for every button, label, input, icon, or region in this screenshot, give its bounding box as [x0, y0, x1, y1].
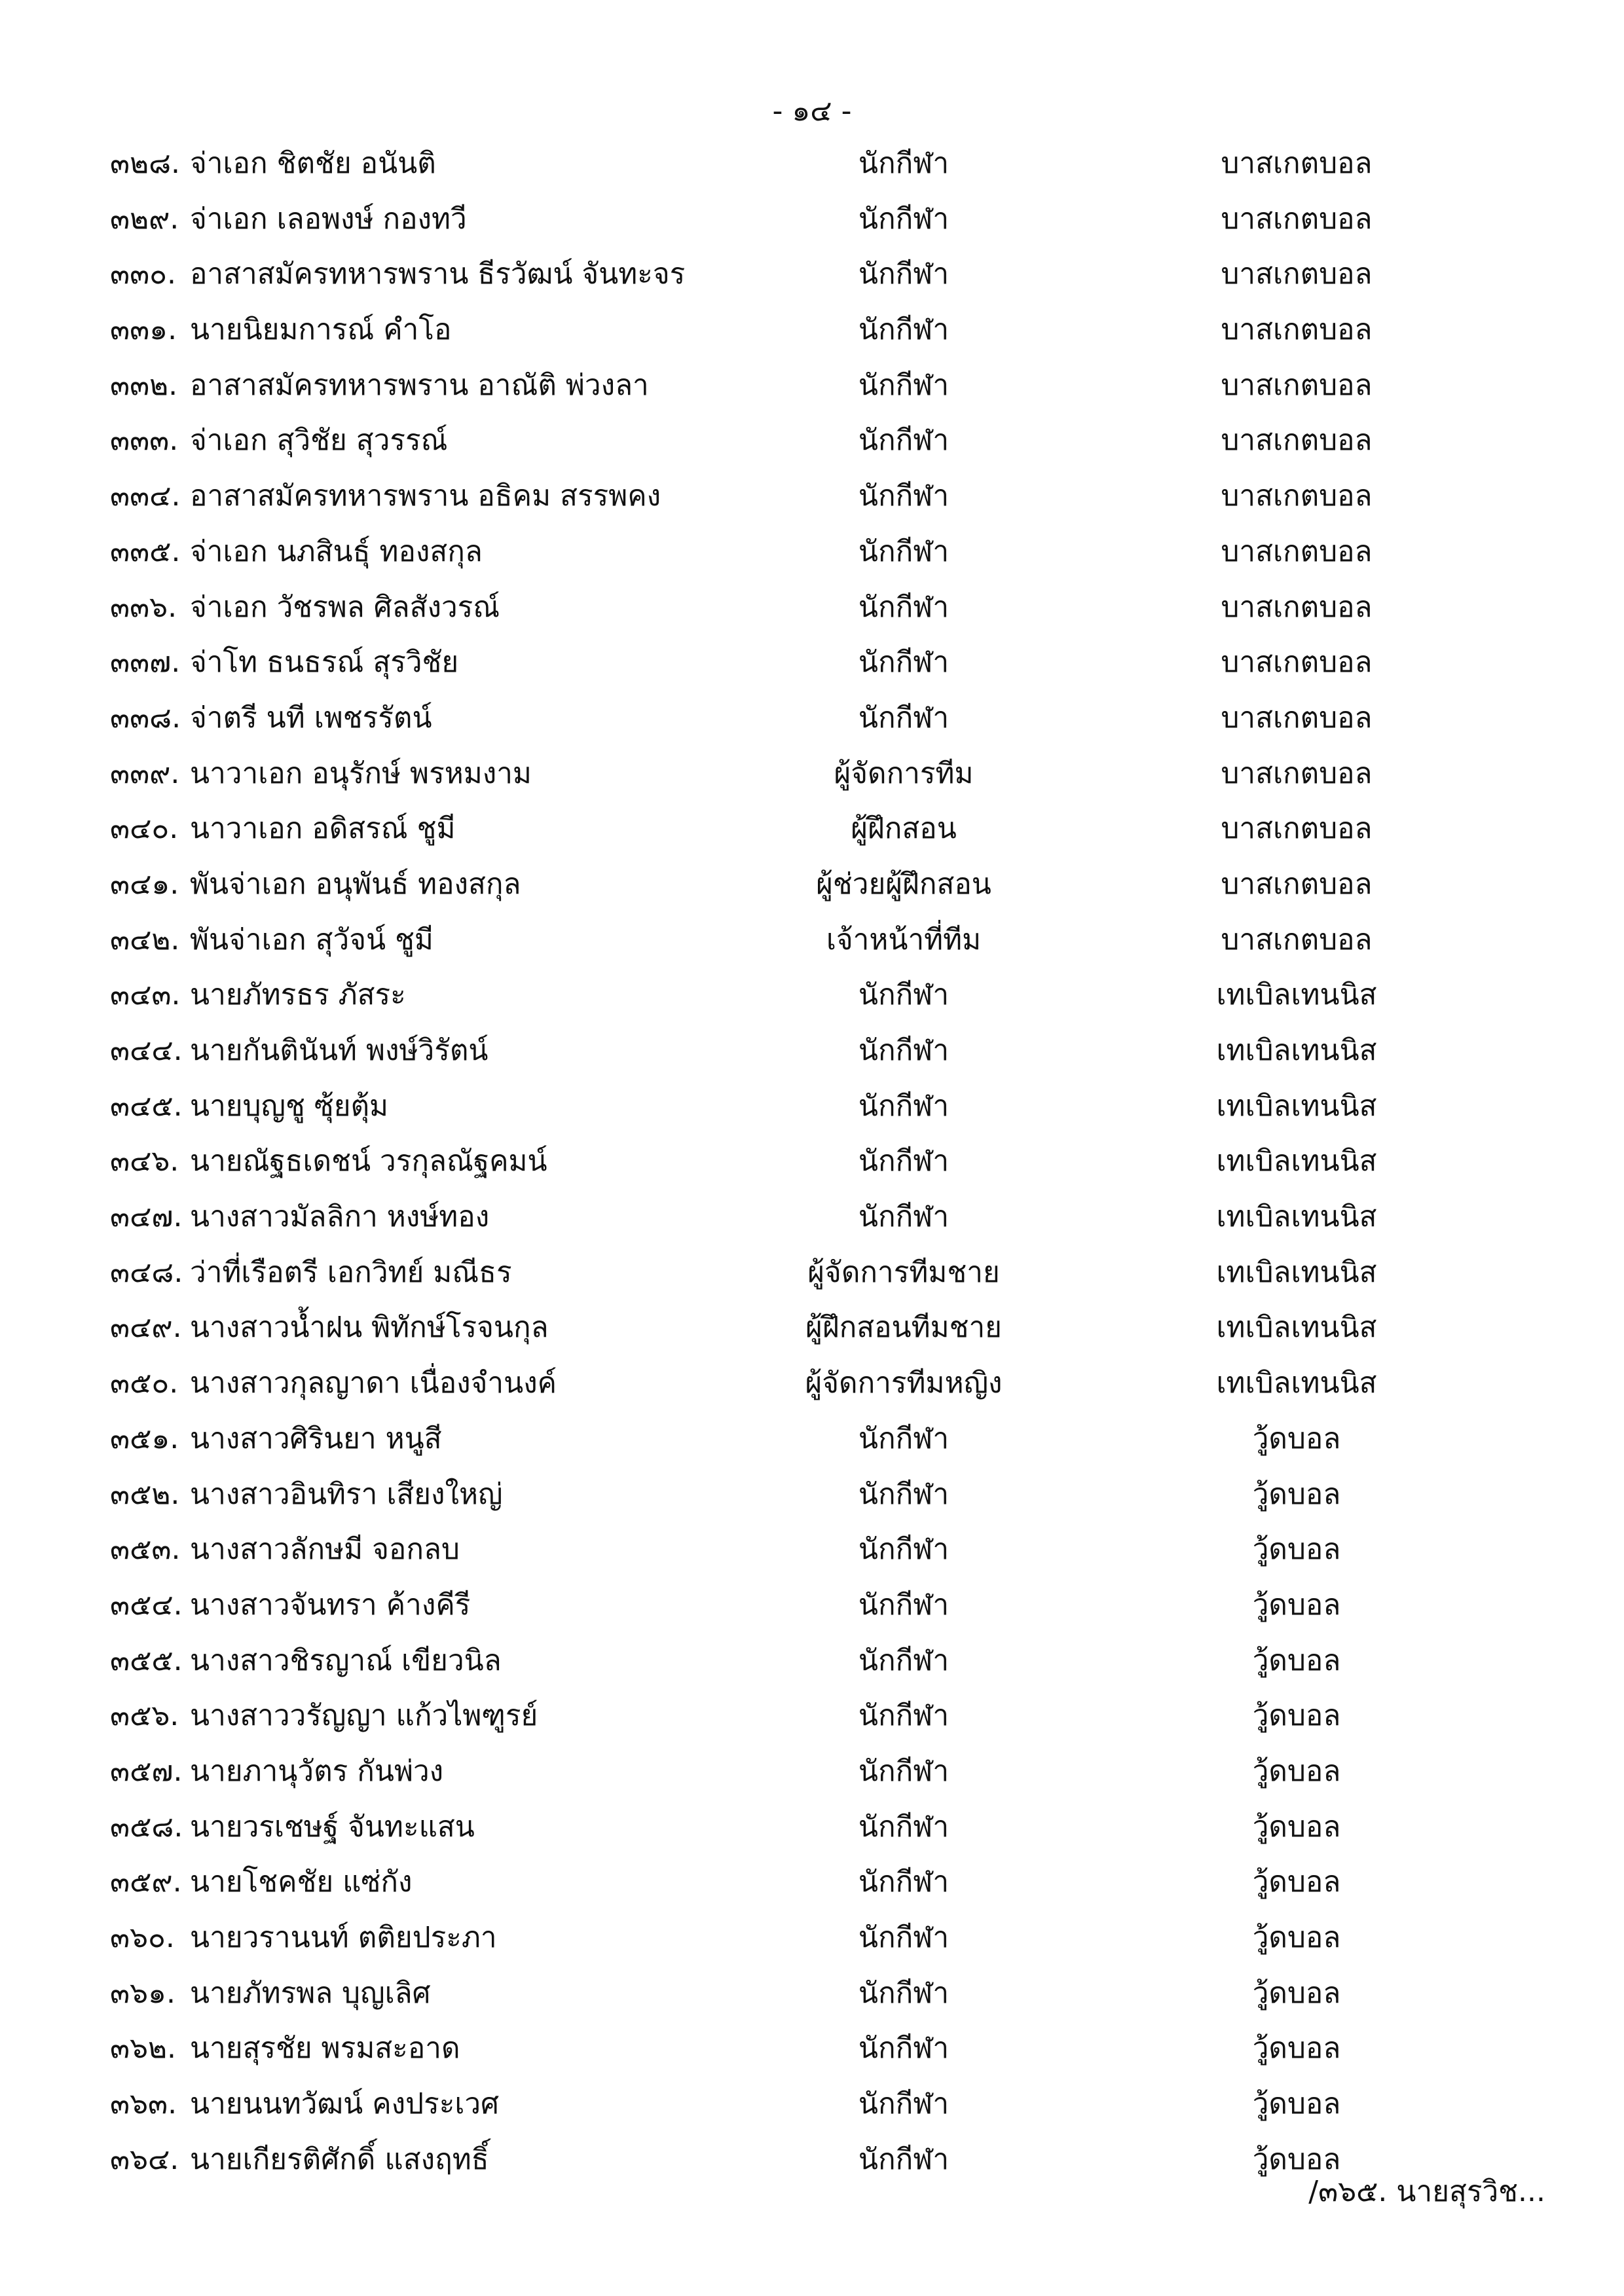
sport-name: บาสเกตบอล — [1221, 590, 1373, 624]
list-item — [0, 865, 1624, 920]
entry-number: ๓๔๔. — [110, 1034, 183, 1067]
sport-name: วู้ดบอล — [1252, 1865, 1341, 1899]
list-item — [0, 643, 1624, 699]
sport-name: บาสเกตบอล — [1221, 313, 1373, 347]
roster-list — [0, 144, 1624, 2195]
sport-name: เทเบิลเทนนิส — [1216, 1200, 1377, 1234]
entry-number: ๓๖๑. — [110, 1976, 175, 2010]
list-item — [0, 532, 1624, 588]
entry-number: ๓๖๐. — [110, 1921, 175, 1954]
list-item — [0, 477, 1624, 532]
person-name: นายโชคชัย แซ่กัง — [190, 1865, 413, 1899]
person-name: จ่าโท ธนธรณ์ สุรวิชัย — [190, 646, 459, 680]
team-role: ผู้ฝึกสอนทีมชาย — [805, 1311, 1002, 1345]
sport-name: วู้ดบอล — [1252, 2032, 1341, 2066]
entry-number: ๓๕๔. — [110, 1588, 183, 1622]
list-item — [0, 1863, 1624, 1918]
list-item — [0, 699, 1624, 754]
entry-number: ๓๓๙. — [110, 756, 180, 790]
entry-number: ๓๔๓. — [110, 978, 181, 1012]
sport-name: วู้ดบอล — [1252, 1810, 1341, 1844]
list-item — [0, 1031, 1624, 1087]
person-name: นายกันตินันท์ พงษ์วิรัตน์ — [190, 1034, 489, 1067]
team-role: นักกีฬา — [858, 1034, 950, 1067]
person-name: จ่าเอก นภสินธุ์ ทองสกุล — [190, 534, 483, 568]
person-name: จ่าเอก ชิตชัย อนันติ — [190, 147, 436, 180]
list-item — [0, 1586, 1624, 1641]
person-name: นางสาวอินทิรา เสียงใหญ่ — [190, 1477, 503, 1511]
sport-name: บาสเกตบอล — [1221, 368, 1373, 402]
person-name: นางสาวน้ำฝน พิทักษ์โรจนกุล — [190, 1311, 549, 1345]
sport-name: วู้ดบอล — [1252, 1533, 1341, 1567]
entry-number: ๓๕๑. — [110, 1421, 179, 1455]
person-name: นายวรานนท์ ตติยประภา — [190, 1921, 497, 1954]
team-role: เจ้าหน้าที่ทีม — [826, 922, 982, 957]
sport-name: วู้ดบอล — [1252, 1921, 1341, 1954]
entry-number: ๓๔๒. — [110, 922, 180, 957]
entry-number: ๓๕๗. — [110, 1754, 183, 1788]
entry-number: ๓๖๒. — [110, 2032, 176, 2066]
person-name: นางสาวชิรญาณ์ เขียวนิล — [190, 1643, 502, 1677]
person-name: ว่าที่เรือตรี เอกวิทย์ มณีธร — [190, 1255, 512, 1289]
entry-number: ๓๒๙. — [110, 202, 179, 236]
list-item — [0, 2029, 1624, 2085]
person-name: นางสาวศิรินยา หนูสี — [190, 1421, 442, 1455]
team-role: นักกีฬา — [858, 313, 950, 347]
list-item — [0, 1419, 1624, 1475]
sport-name: เทเบิลเทนนิส — [1216, 1034, 1377, 1067]
person-name: นายสุรชัย พรมสะอาด — [190, 2032, 460, 2066]
entry-number: ๓๔๘. — [110, 1255, 183, 1289]
list-item — [0, 975, 1624, 1031]
list-item — [0, 1641, 1624, 1697]
sport-name: เทเบิลเทนนิส — [1216, 1366, 1377, 1400]
sport-name: บาสเกตบอล — [1221, 424, 1373, 458]
sport-name: บาสเกตบอล — [1221, 534, 1373, 568]
person-name: จ่าเอก เลอพงษ์ กองทวี — [190, 202, 467, 236]
person-name: นายบุญชู ซุ้ยตุ้ม — [190, 1089, 389, 1123]
list-item — [0, 1308, 1624, 1364]
list-item — [0, 1197, 1624, 1253]
team-role: นักกีฬา — [858, 1976, 950, 2010]
entry-number: ๓๔๖. — [110, 1144, 179, 1178]
team-role: นักกีฬา — [858, 1921, 950, 1954]
person-name: นางสาวกุลญาดา เนื่องจำนงค์ — [190, 1366, 557, 1400]
team-role: นักกีฬา — [858, 646, 950, 680]
sport-name: วู้ดบอล — [1252, 1421, 1341, 1455]
person-name: นายภัทรธร ภัสระ — [190, 978, 406, 1012]
sport-name: เทเบิลเทนนิส — [1216, 1144, 1377, 1178]
entry-number: ๓๖๓. — [110, 2087, 177, 2121]
list-item — [0, 1974, 1624, 2030]
team-role: นักกีฬา — [858, 202, 950, 236]
sport-name: วู้ดบอล — [1252, 1699, 1341, 1733]
sport-name: เทเบิลเทนนิส — [1216, 1311, 1377, 1345]
sport-name: วู้ดบอล — [1252, 1588, 1341, 1622]
entry-number: ๓๕๕. — [110, 1643, 183, 1677]
team-role: นักกีฬา — [858, 2087, 950, 2121]
list-item — [0, 310, 1624, 366]
list-item — [0, 1808, 1624, 1863]
person-name: นายเกียรติศักดิ์ แสงฤทธิ์ — [190, 2142, 489, 2176]
person-name: อาสาสมัครทหารพราน อธิคม สรรพคง — [190, 479, 661, 513]
list-item — [0, 1087, 1624, 1142]
team-role: นักกีฬา — [858, 368, 950, 402]
entry-number: ๓๕๙. — [110, 1865, 182, 1899]
person-name: จ่าตรี นที เพชรรัตน์ — [190, 701, 432, 735]
team-role: นักกีฬา — [858, 534, 950, 568]
person-name: นางสาวมัลลิกา หงษ์ทอง — [190, 1200, 490, 1234]
team-role: นักกีฬา — [858, 1865, 950, 1899]
person-name: อาสาสมัครทหารพราน อาณัติ พ่วงลา — [190, 368, 649, 402]
sport-name: บาสเกตบอล — [1221, 646, 1373, 680]
person-name: นายนนทวัฒน์ คงประเวศ — [190, 2087, 500, 2121]
entry-number: ๓๔๗. — [110, 1200, 183, 1234]
person-name: นางสาวจันทรา ค้างคีรี — [190, 1588, 471, 1622]
sport-name: เทเบิลเทนนิส — [1216, 978, 1377, 1012]
person-name: พันจ่าเอก สุวัจน์ ชูมี — [190, 922, 434, 957]
list-item — [0, 366, 1624, 422]
list-item — [0, 809, 1624, 865]
person-name: นาวาเอก อดิสรณ์ ชูมี — [190, 812, 456, 846]
entry-number: ๓๕๒. — [110, 1477, 180, 1511]
team-role: ผู้จัดการทีม — [834, 756, 974, 790]
sport-name: วู้ดบอล — [1252, 1643, 1341, 1677]
team-role: นักกีฬา — [858, 1421, 950, 1455]
person-name: นายภานุวัตร กันพ่วง — [190, 1754, 444, 1788]
list-item — [0, 255, 1624, 310]
list-item — [0, 2085, 1624, 2140]
team-role: นักกีฬา — [858, 1699, 950, 1733]
list-item — [0, 1475, 1624, 1531]
team-role: นักกีฬา — [858, 1533, 950, 1567]
person-name: นาวาเอก อนุรักษ์ พรหมงาม — [190, 756, 532, 790]
continuation-note: /๓๖๕. นายสุรวิช... — [1308, 2175, 1545, 2208]
team-role: นักกีฬา — [858, 2032, 950, 2066]
team-role: นักกีฬา — [858, 1200, 950, 1234]
entry-number: ๓๓๔. — [110, 479, 181, 513]
person-name: พันจ่าเอก อนุพันธ์ ทองสกุล — [190, 867, 521, 901]
list-item — [0, 1752, 1624, 1808]
person-name: จ่าเอก สุวิชัย สุวรรณ์ — [190, 424, 448, 458]
list-item — [0, 1364, 1624, 1419]
sport-name: บาสเกตบอล — [1221, 147, 1373, 180]
team-role: นักกีฬา — [858, 701, 950, 735]
list-item — [0, 1530, 1624, 1586]
sport-name: วู้ดบอล — [1252, 1754, 1341, 1788]
person-name: นายภัทรพล บุญเลิศ — [190, 1976, 431, 2010]
entry-number: ๓๖๔. — [110, 2142, 179, 2176]
person-name: นายวรเชษฐ์ จันทะแสน — [190, 1810, 475, 1844]
team-role: นักกีฬา — [858, 147, 950, 180]
sport-name: เทเบิลเทนนิส — [1216, 1089, 1377, 1123]
entry-number: ๓๓๐. — [110, 257, 176, 291]
team-role: นักกีฬา — [858, 1588, 950, 1622]
team-role: นักกีฬา — [858, 2142, 950, 2176]
team-role: ผู้ช่วยผู้ฝึกสอน — [816, 867, 991, 901]
entry-number: ๓๕๘. — [110, 1810, 183, 1844]
entry-number: ๓๓๘. — [110, 701, 181, 735]
team-role: ผู้จัดการทีมชาย — [807, 1255, 1000, 1289]
person-name: จ่าเอก วัชรพล ศิลสังวรณ์ — [190, 590, 500, 624]
entry-number: ๓๔๑. — [110, 867, 179, 901]
list-item — [0, 1696, 1624, 1752]
sport-name: บาสเกตบอล — [1221, 812, 1373, 846]
team-role: นักกีฬา — [858, 1810, 950, 1844]
entry-number: ๓๔๕. — [110, 1089, 183, 1123]
person-name: นางสาววรัญญา แก้วไพฑูรย์ — [190, 1699, 538, 1733]
list-item — [0, 200, 1624, 255]
list-item — [0, 1253, 1624, 1309]
team-role: นักกีฬา — [858, 978, 950, 1012]
list-item — [0, 1142, 1624, 1197]
sport-name: บาสเกตบอล — [1221, 922, 1373, 957]
list-item — [0, 421, 1624, 477]
person-name: นายณัฐธเดชน์ วรกุลณัฐคมน์ — [190, 1144, 547, 1178]
list-item — [0, 754, 1624, 810]
person-name: อาสาสมัครทหารพราน ธีรวัฒน์ จันทะจร — [190, 257, 686, 291]
entry-number: ๓๕๐. — [110, 1366, 179, 1400]
team-role: นักกีฬา — [858, 424, 950, 458]
sport-name: บาสเกตบอล — [1221, 202, 1373, 236]
team-role: ผู้จัดการทีมหญิง — [805, 1366, 1003, 1400]
team-role: นักกีฬา — [858, 1089, 950, 1123]
sport-name: บาสเกตบอล — [1221, 701, 1373, 735]
sport-name: บาสเกตบอล — [1221, 867, 1373, 901]
team-role: ผู้ฝึกสอน — [851, 812, 957, 846]
entry-number: ๓๓๗. — [110, 646, 181, 680]
sport-name: บาสเกตบอล — [1221, 756, 1373, 790]
list-item — [0, 588, 1624, 644]
person-name: นางสาวลักษมี จอกลบ — [190, 1533, 460, 1567]
sport-name: วู้ดบอล — [1252, 2087, 1341, 2121]
sport-name: เทเบิลเทนนิส — [1216, 1255, 1377, 1289]
sport-name: บาสเกตบอล — [1221, 479, 1373, 513]
list-item — [0, 1918, 1624, 1974]
entry-number: ๓๕๓. — [110, 1533, 181, 1567]
team-role: นักกีฬา — [858, 1477, 950, 1511]
team-role: นักกีฬา — [858, 1754, 950, 1788]
entry-number: ๓๒๘. — [110, 147, 181, 180]
sport-name: วู้ดบอล — [1252, 1477, 1341, 1511]
list-item — [0, 144, 1624, 200]
entry-number: ๓๓๑. — [110, 313, 177, 347]
sport-name: วู้ดบอล — [1252, 1976, 1341, 2010]
entry-number: ๓๕๖. — [110, 1699, 179, 1733]
team-role: นักกีฬา — [858, 479, 950, 513]
entry-number: ๓๓๒. — [110, 368, 178, 402]
team-role: นักกีฬา — [858, 257, 950, 291]
team-role: นักกีฬา — [858, 1144, 950, 1178]
team-role: นักกีฬา — [858, 1643, 950, 1677]
person-name: นายนิยมการณ์ คำโอ — [190, 313, 452, 347]
list-item — [0, 920, 1624, 976]
entry-number: ๓๓๖. — [110, 590, 177, 624]
sport-name: บาสเกตบอล — [1221, 257, 1373, 291]
entry-number: ๓๓๓. — [110, 424, 179, 458]
entry-number: ๓๓๕. — [110, 534, 181, 568]
entry-number: ๓๔๙. — [110, 1311, 182, 1345]
sport-name: วู้ดบอล — [1252, 2142, 1341, 2176]
page-number: - ๑๔ - — [772, 94, 852, 128]
team-role: นักกีฬา — [858, 590, 950, 624]
entry-number: ๓๔๐. — [110, 812, 179, 846]
